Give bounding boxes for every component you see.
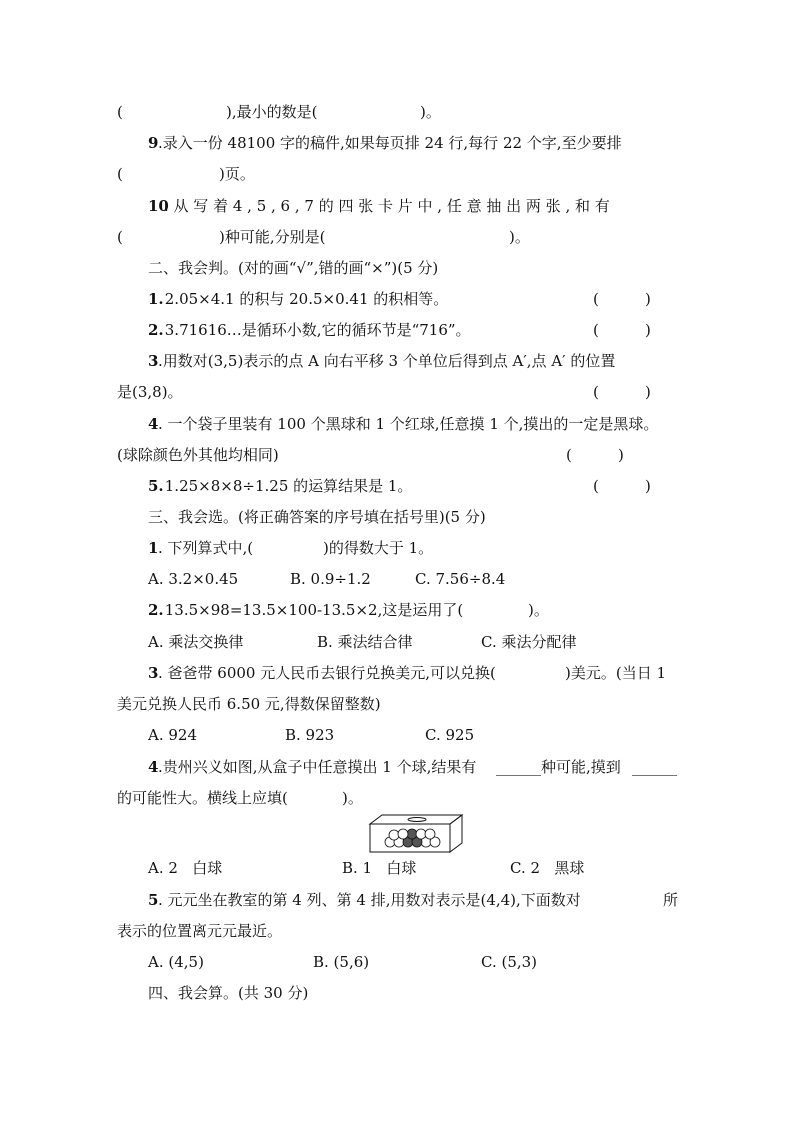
text-line xyxy=(0,856,794,880)
white-ball xyxy=(398,829,408,839)
text-line xyxy=(0,349,794,373)
text-line xyxy=(0,194,794,218)
text-segment: 3.71616…是循环小数,它的循环节是“716”。 xyxy=(160,321,471,339)
text-segment: 四、我会算。(共 30 分) xyxy=(148,984,309,1002)
text-segment: ) xyxy=(618,446,624,464)
text-segment: 10 xyxy=(148,197,169,215)
text-segment: 二、我会判。(对的画“√”,错的画“×”)(5 分) xyxy=(148,259,439,277)
text-segment: )种可能,分别是( xyxy=(219,228,326,246)
text-segment: 种可能,摸到 xyxy=(541,758,621,776)
text-segment: B. (5,6) xyxy=(313,953,370,971)
box-top xyxy=(370,815,462,824)
text-line xyxy=(0,567,794,591)
text-segment: .贵州兴义如图,从盒子中任意摸出 1 个球,结果有 xyxy=(158,758,477,776)
text-segment: A. (4,5) xyxy=(148,953,204,971)
text-segment: )美元。(当日 1 xyxy=(565,664,667,682)
text-line xyxy=(0,536,794,560)
text-line xyxy=(0,256,794,280)
text-segment: )。 xyxy=(420,103,441,121)
text-segment: ( xyxy=(593,321,599,339)
text-segment: 美元兑换人民币 6.50 元,得数保留整数) xyxy=(117,695,381,713)
text-line xyxy=(0,919,794,943)
box-side xyxy=(450,815,462,852)
text-segment: )的得数大于 1。 xyxy=(323,539,434,557)
text-line xyxy=(0,598,794,622)
text-segment: B. 1 白球 xyxy=(342,859,417,877)
text-segment: C. (5,3) xyxy=(481,953,538,971)
text-line xyxy=(0,100,794,124)
text-line xyxy=(0,380,794,404)
text-segment: 4 xyxy=(148,415,159,433)
text-segment: )。 xyxy=(342,789,363,807)
text-segment: . 爸爸带 6000 元人民币去银行兑换美元,可以兑换( xyxy=(158,664,496,682)
text-segment: (球除颜色外其他均相同) xyxy=(117,446,279,464)
text-segment: C. 7.56÷8.4 xyxy=(415,570,506,588)
text-line xyxy=(0,131,794,155)
white-ball xyxy=(416,829,426,839)
text-segment: 13.5×98=13.5×100-13.5×2,这是运用了( xyxy=(160,601,464,619)
text-line xyxy=(0,162,794,186)
text-segment: ) xyxy=(645,383,651,401)
text-segment: 1. xyxy=(148,290,164,308)
text-line xyxy=(0,981,794,1005)
text-segment: A. 2 白球 xyxy=(148,859,223,877)
text-segment: A. 3.2×0.45 xyxy=(148,570,239,588)
text-line xyxy=(0,412,794,436)
text-segment: ( xyxy=(117,103,123,121)
box-slot xyxy=(408,818,426,822)
text-line xyxy=(0,723,794,747)
text-segment: .录入一份 48100 字的稿件,如果每页排 24 行,每行 22 个字,至少要排 xyxy=(158,134,622,152)
text-segment: ( xyxy=(593,290,599,308)
text-segment: 2.05×4.1 的积与 20.5×0.41 的积相等。 xyxy=(160,290,449,308)
text-segment: B. 乘法结合律 xyxy=(317,633,413,651)
text-segment: . 元元坐在教室的第 4 列、第 4 排,用数对表示是(4,4),下面数对 xyxy=(158,891,581,909)
text-segment: ( xyxy=(566,446,572,464)
text-segment: 5 xyxy=(148,891,159,909)
text-segment: 表示的位置离元元最近。 xyxy=(117,922,283,940)
text-line xyxy=(0,474,794,498)
text-segment: A. 924 xyxy=(148,726,197,744)
text-segment: )页。 xyxy=(219,165,255,183)
text-segment: 4 xyxy=(148,758,159,776)
text-line xyxy=(0,888,794,912)
text-line xyxy=(0,661,794,685)
text-segment: 1 xyxy=(148,539,159,557)
text-segment: C. 925 xyxy=(425,726,475,744)
black-ball xyxy=(407,829,417,839)
text-segment: )。 xyxy=(528,601,549,619)
text-segment: ______ xyxy=(496,758,541,776)
white-ball xyxy=(389,830,399,840)
text-segment: C. 2 黑球 xyxy=(510,859,585,877)
text-segment: ) xyxy=(645,477,651,495)
text-segment: 所 xyxy=(663,891,679,909)
text-segment: )。 xyxy=(509,228,530,246)
text-segment: ),最小的数是( xyxy=(226,103,318,121)
text-segment: 1.25×8×8÷1.25 的运算结果是 1。 xyxy=(160,477,413,495)
text-line xyxy=(0,630,794,654)
text-line xyxy=(0,443,794,467)
text-segment: ______ xyxy=(632,758,677,776)
text-segment: C. 乘法分配律 xyxy=(481,633,577,651)
text-segment: B. 923 xyxy=(285,726,335,744)
text-segment: 2. xyxy=(148,601,164,619)
text-line xyxy=(0,287,794,311)
text-segment: B. 0.9÷1.2 xyxy=(290,570,371,588)
text-line xyxy=(0,950,794,974)
text-segment: ( xyxy=(593,477,599,495)
text-line xyxy=(0,755,794,779)
text-segment: ( xyxy=(117,228,123,246)
text-segment: 的可能性大。横线上应填( xyxy=(117,789,288,807)
text-segment: 5. xyxy=(148,477,164,495)
text-segment: ( xyxy=(593,383,599,401)
text-segment: . 从 写 着 4 , 5 , 6 , 7 的 四 张 卡 片 中 , 任 意 抽 出 两 张 , 和 有 xyxy=(164,197,610,215)
text-segment: 2. xyxy=(148,321,164,339)
text-segment: 3 xyxy=(148,352,159,370)
text-segment: 是(3,8)。 xyxy=(117,383,183,401)
text-segment: . 一个袋子里装有 100 个黑球和 1 个红球,任意摸 1 个,摸出的一定是黑球。 xyxy=(158,415,659,433)
text-segment: . 下列算式中,( xyxy=(158,539,254,557)
text-line xyxy=(0,505,794,529)
text-segment: ( xyxy=(117,165,123,183)
text-line xyxy=(0,318,794,342)
box-with-balls-figure xyxy=(368,812,464,854)
white-ball xyxy=(425,829,435,839)
text-segment: 3 xyxy=(148,664,159,682)
text-line xyxy=(0,786,794,810)
text-segment: .用数对(3,5)表示的点 A 向右平移 3 个单位后得到点 A′,点 A′ 的位置 xyxy=(158,352,616,370)
text-segment: A. 乘法交换律 xyxy=(148,633,244,651)
text-segment: 三、我会选。(将正确答案的序号填在括号里)(5 分) xyxy=(148,508,486,526)
text-line xyxy=(0,225,794,249)
text-segment: ) xyxy=(645,290,651,308)
text-line xyxy=(0,692,794,716)
text-segment: ) xyxy=(645,321,651,339)
text-segment: 9 xyxy=(148,134,159,152)
